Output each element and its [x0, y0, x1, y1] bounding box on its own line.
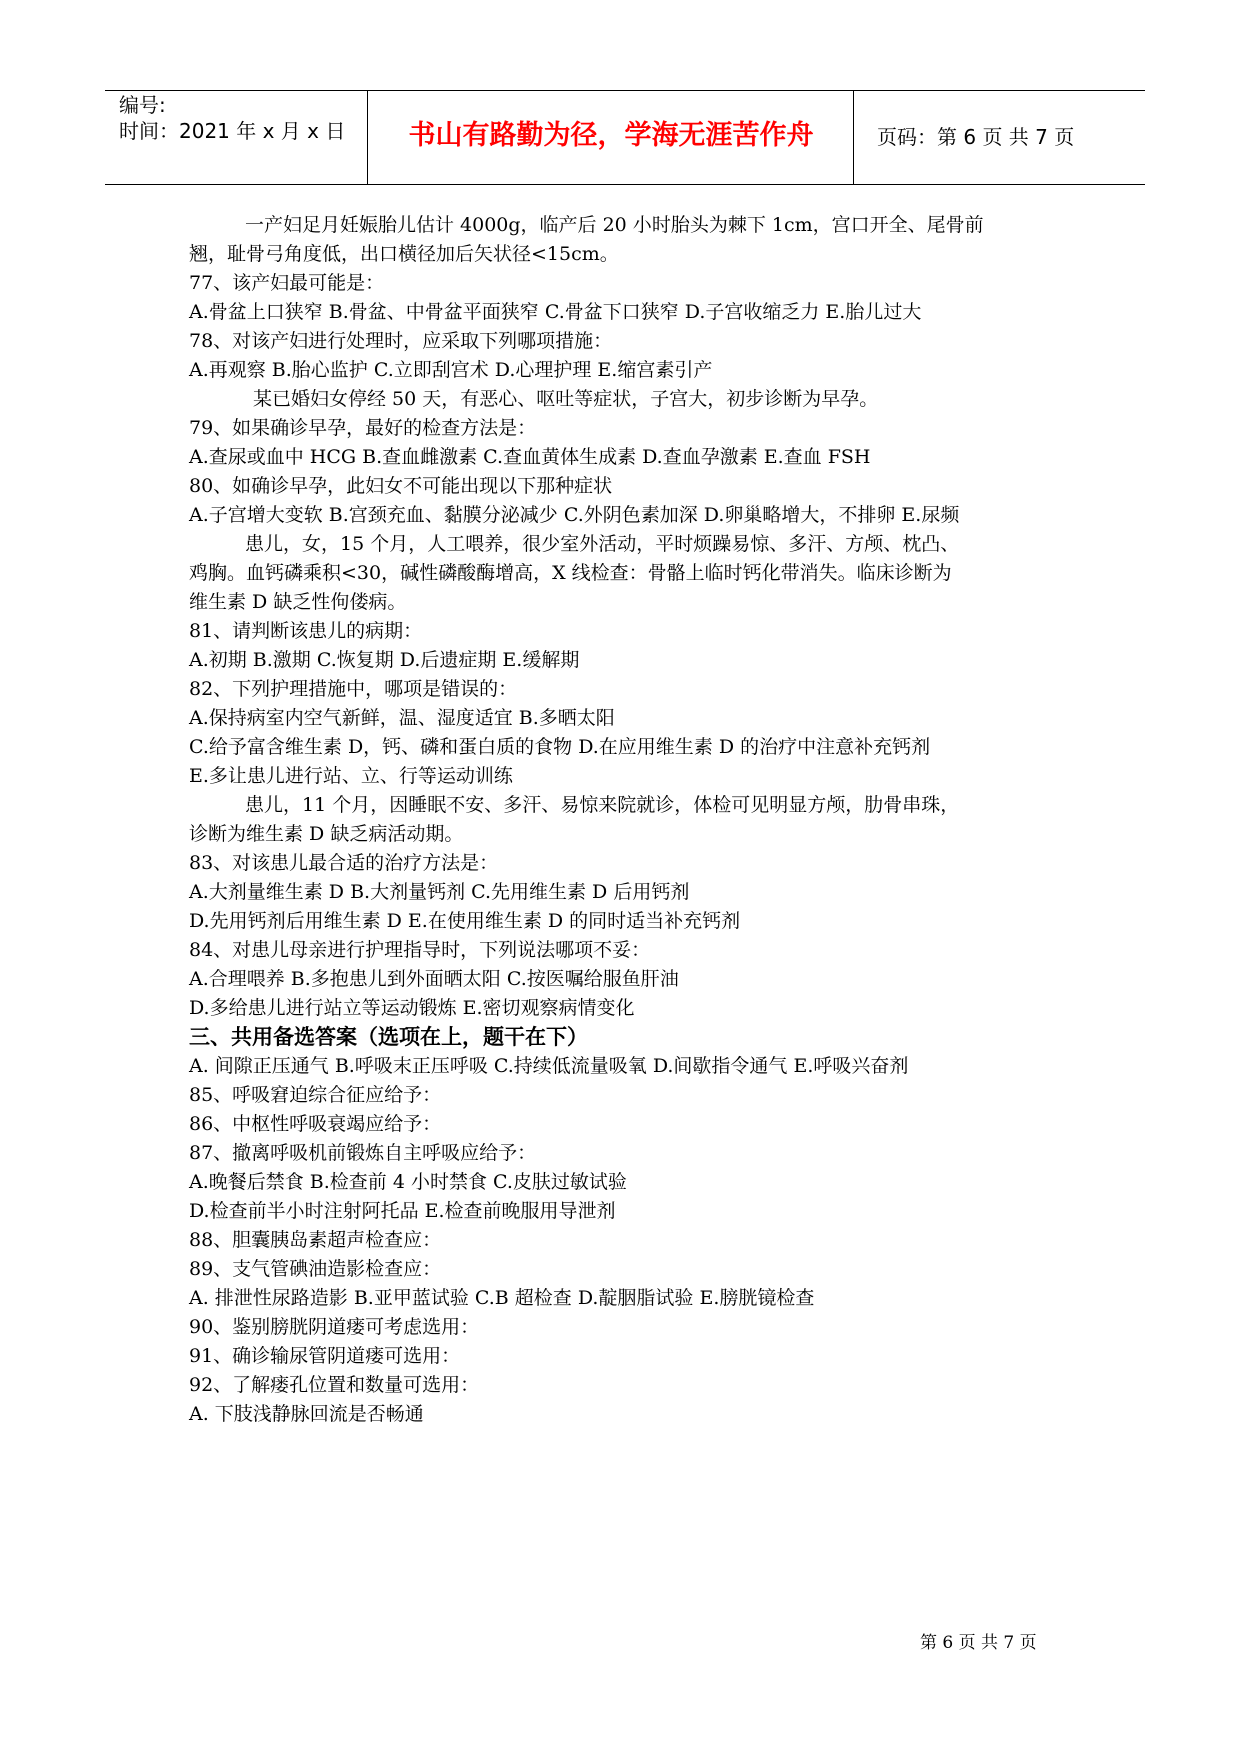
options-81: A.初期 B.激期 C.恢复期 D.后遗症期 E.缓解期 [189, 649, 580, 671]
question-90: 90、鉴别膀胱阴道瘘可考虑选用： [189, 1316, 480, 1338]
case-intro-line: 诊断为维生素 D 缺乏病活动期。 [189, 823, 464, 845]
question-83: 83、对该患儿最合适的治疗方法是： [189, 852, 499, 874]
question-84: 84、对患儿母亲进行护理指导时，下列说法哪项不妥： [189, 939, 651, 961]
question-87: 87、撤离呼吸机前锻炼自主呼吸应给予： [189, 1142, 537, 1164]
options-83: D.先用钙剂后用维生素 D E.在使用维生素 D 的同时适当补充钙剂 [189, 910, 741, 932]
section-heading: 三、共用备选答案（选项在上，题干在下） [189, 1025, 588, 1049]
header-left-cell [105, 91, 368, 184]
question-91: 91、确诊输尿管阴道瘘可选用： [189, 1345, 461, 1367]
options-82: E.多让患儿进行站、立、行等运动训练 [189, 765, 513, 787]
case-intro-line: 维生素 D 缺乏性佝偻病。 [189, 591, 407, 613]
options-82: A.保持病室内空气新鲜，温、湿度适宜 B.多晒太阳 [189, 707, 615, 729]
shared-options: A. 间隙正压通气 B.呼吸末正压呼吸 C.持续低流量吸氧 D.间歇指令通气 E.呼吸兴奋剂 [189, 1055, 909, 1077]
options-84: A.合理喂养 B.多抱患儿到外面晒太阳 C.按医嘱给服鱼肝油 [189, 968, 679, 990]
shared-options: D.检查前半小时注射阿托品 E.检查前晚服用导泄剂 [189, 1200, 616, 1222]
page-header [105, 90, 1145, 185]
question-79: 79、如果确诊早孕，最好的检查方法是： [189, 417, 537, 439]
options-83: A.大剂量维生素 D B.大剂量钙剂 C.先用维生素 D 后用钙剂 [189, 881, 690, 903]
motto: 书山有路勤为径，学海无涯苦作舟 [408, 120, 814, 151]
question-82: 82、下列护理措施中，哪项是错误的： [189, 678, 518, 700]
question-78: 78、对该产妇进行处理时，应采取下列哪项措施： [189, 330, 613, 352]
page-footer: 第 6 页 共 7 页 [920, 1633, 1037, 1653]
serial-label: 编号: [119, 93, 166, 117]
question-92: 92、了解瘘孔位置和数量可选用： [189, 1374, 480, 1396]
question-80: 80、如确诊早孕，此妇女不可能出现以下那种症状 [189, 475, 613, 497]
question-77: 77、该产妇最可能是： [189, 272, 385, 294]
question-85: 85、呼吸窘迫综合征应给予： [189, 1084, 442, 1106]
options-82: C.给予富含维生素 D，钙、磷和蛋白质的食物 D.在应用维生素 D 的治疗中注意补充钙剂 [189, 736, 931, 758]
options-78: A.再观察 B.胎心监护 C.立即刮宫术 D.心理护理 E.缩宫素引产 [189, 359, 713, 381]
options-79: A.查尿或血中 HCG B.查血雌激素 C.查血黄体生成素 D.查血孕激素 E.查血 FSH [189, 446, 871, 468]
case-intro-line: 某已婚妇女停经 50 天，有恶心、呕吐等症状，子宫大，初步诊断为早孕。 [253, 388, 879, 410]
question-86: 86、中枢性呼吸衰竭应给予： [189, 1113, 442, 1135]
options-77: A.骨盆上口狭窄 B.骨盆、中骨盆平面狭窄 C.骨盆下口狭窄 D.子宫收缩乏力 E.胎儿过大 [189, 301, 922, 323]
case-intro-line: 患儿，11 个月，因睡眠不安、多汗、易惊来院就诊，体检可见明显方颅，肋骨串珠， [245, 794, 960, 816]
case-intro-line: 翘，耻骨弓角度低，出口横径加后矢状径<15cm。 [189, 243, 619, 265]
shared-options: A.晚餐后禁食 B.检查前 4 小时禁食 C.皮肤过敏试验 [189, 1171, 627, 1193]
question-89: 89、支气管碘油造影检查应： [189, 1258, 442, 1280]
time-label: 时间：2021 年 x 月 x 日 [119, 119, 346, 143]
case-intro-line: 鸡胸。血钙磷乘积<30，碱性磷酸酶增高，X 线检查：骨骼上临时钙化带消失。临床诊断为 [189, 562, 952, 584]
shared-options: A. 下肢浅静脉回流是否畅通 [189, 1403, 424, 1425]
question-81: 81、请判断该患儿的病期： [189, 620, 423, 642]
options-80: A.子宫增大变软 B.宫颈充血、黏膜分泌减少 C.外阴色素加深 D.卵巢略增大，不排卵 E.尿频 [189, 504, 960, 526]
page-number-label: 页码：第 6 页 共 7 页 [877, 125, 1075, 149]
options-84: D.多给患儿进行站立等运动锻炼 E.密切观察病情变化 [189, 997, 635, 1019]
header-page-cell [855, 91, 1145, 184]
question-88: 88、胆囊胰岛素超声检查应： [189, 1229, 442, 1251]
case-intro-line: 一产妇足月妊娠胎儿估计 4000g，临产后 20 小时胎头为棘下 1cm，宫口开全、尾骨前 [245, 214, 984, 236]
header-motto-cell [369, 91, 854, 184]
shared-options: A. 排泄性尿路造影 B.亚甲蓝试验 C.B 超检查 D.靛胭脂试验 E.膀胱镜检查 [189, 1287, 815, 1309]
case-intro-line: 患儿，女，15 个月，人工喂养，很少室外活动，平时烦躁易惊、多汗、方颅、枕凸、 [245, 533, 960, 555]
